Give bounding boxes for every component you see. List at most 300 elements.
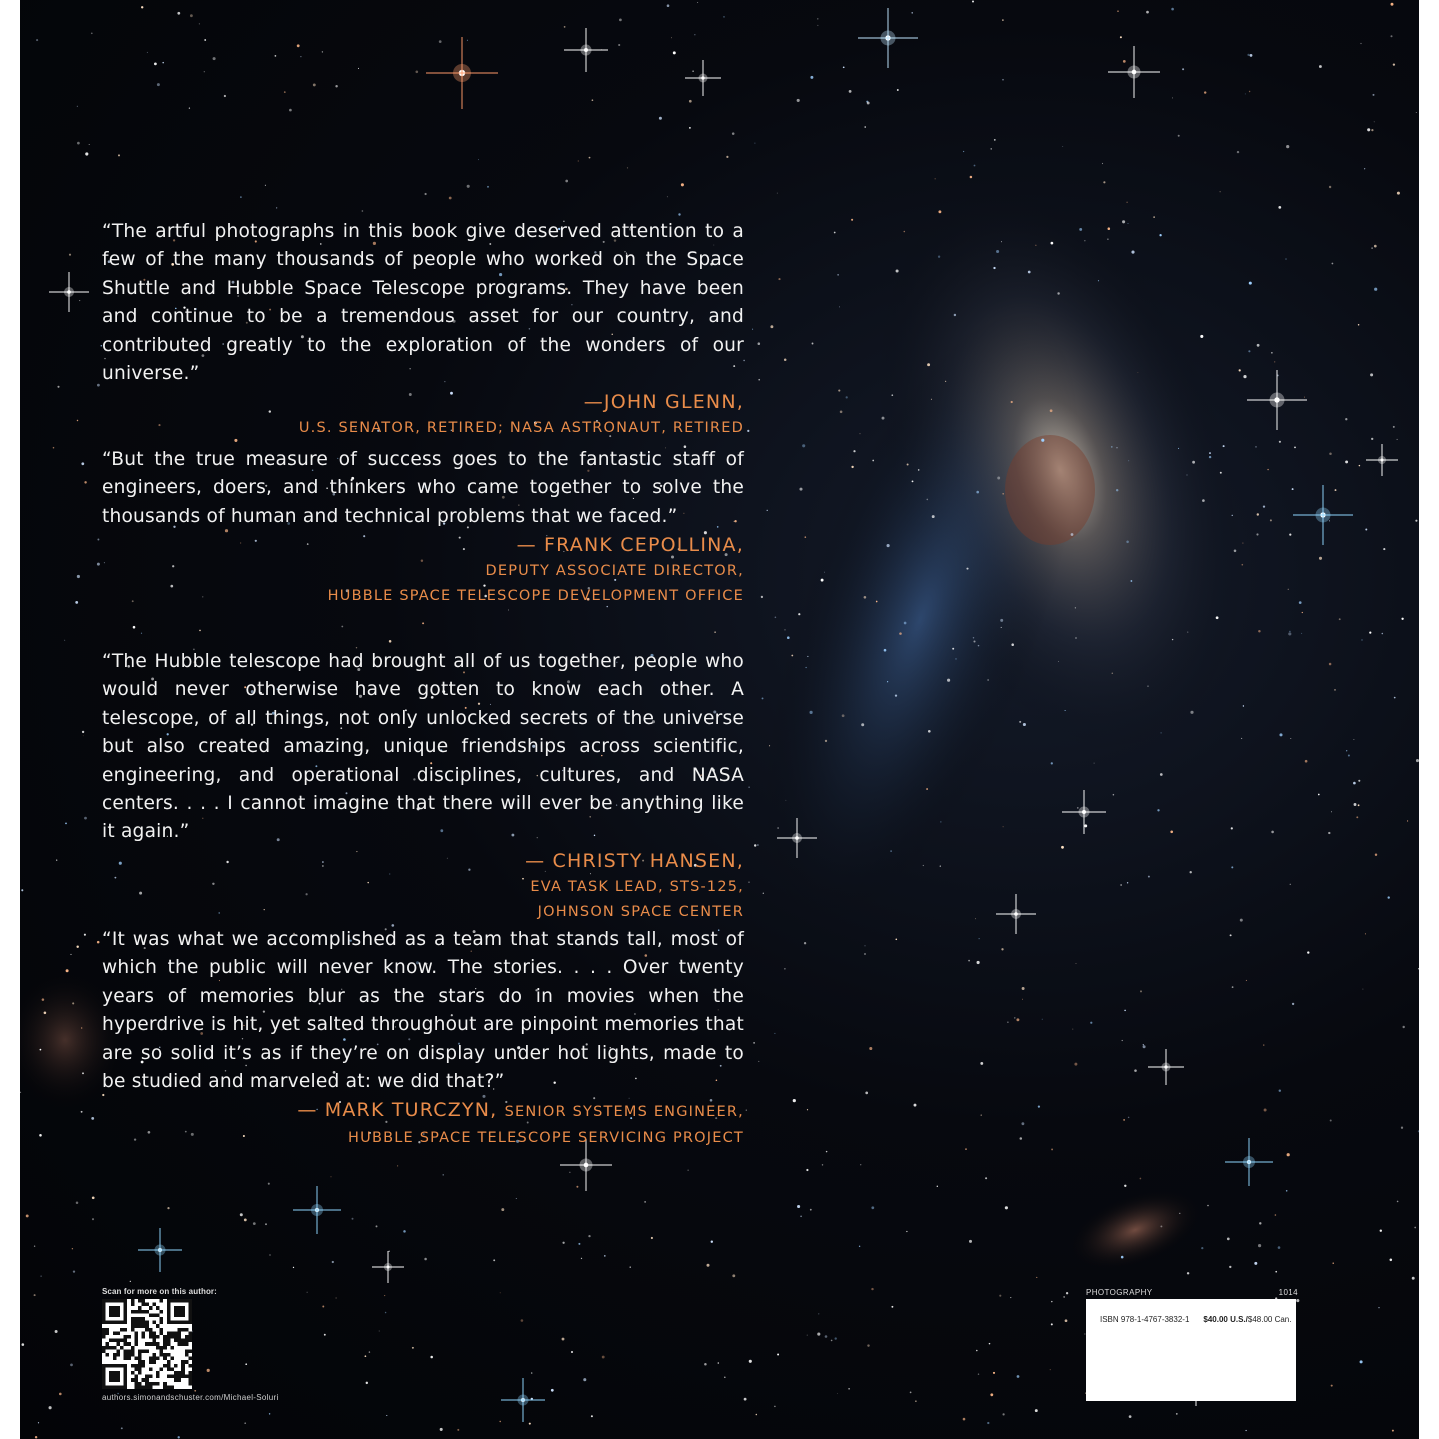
star-dot <box>748 787 749 788</box>
star-dot <box>1160 1225 1162 1227</box>
star-dot <box>644 1201 646 1203</box>
star-dot <box>940 865 941 866</box>
quote-attribution <box>102 531 744 609</box>
star-dot <box>97 539 99 541</box>
star-dot <box>352 1218 354 1220</box>
star-dot <box>1038 1105 1040 1107</box>
star-dot <box>1328 832 1330 834</box>
star-dot <box>931 399 932 400</box>
star-dot <box>864 126 866 128</box>
star-dot <box>767 510 768 511</box>
star-dot <box>1176 1413 1178 1415</box>
attribution-role: HUBBLE SPACE TELESCOPE DEVELOPMENT OFFICE <box>327 588 744 605</box>
star-dot <box>531 1372 533 1374</box>
star-dot <box>1063 1296 1064 1297</box>
star-dot <box>53 447 55 449</box>
star-dot <box>1318 794 1320 796</box>
quote-attribution <box>102 1096 744 1151</box>
star-dot <box>1330 1119 1332 1121</box>
star-dot <box>774 1033 775 1034</box>
star-dot <box>341 626 343 628</box>
star-dot <box>1023 723 1026 726</box>
star-dot <box>882 417 885 420</box>
star-dot <box>70 1364 73 1367</box>
star-dot <box>884 649 887 652</box>
star-dot <box>121 1427 123 1429</box>
star-dot <box>979 938 980 939</box>
star-dot <box>838 390 840 392</box>
star-dot <box>81 1027 82 1028</box>
star-dot <box>757 844 759 846</box>
star-dot <box>22 1343 25 1346</box>
star-dot <box>907 464 909 466</box>
star-dot <box>1331 811 1332 812</box>
star-dot <box>307 1292 308 1293</box>
star-dot <box>871 1288 873 1290</box>
star-dot <box>1187 475 1188 476</box>
star-dot <box>861 723 864 726</box>
star-dot <box>439 40 442 43</box>
star-dot <box>753 1042 755 1044</box>
star-dot <box>118 154 120 156</box>
bright-star <box>564 28 608 72</box>
bright-star <box>858 8 918 68</box>
bright-star <box>1108 46 1160 98</box>
star-dot <box>761 596 763 598</box>
star-dot <box>397 1165 398 1166</box>
star-dot <box>1022 999 1023 1000</box>
author-url[interactable]: authors.simonandschuster.com/Michael-Soluri <box>102 1393 279 1402</box>
star-dot <box>551 1389 554 1392</box>
star-dot <box>762 697 764 699</box>
star-dot <box>826 1151 827 1152</box>
star-dot <box>784 968 786 970</box>
star-dot <box>689 100 692 103</box>
star-dot <box>1123 60 1126 63</box>
star-dot <box>976 1350 978 1352</box>
star-dot <box>817 18 818 19</box>
star-dot <box>20 1092 21 1093</box>
star-dot <box>1301 633 1302 634</box>
attribution-name: — FRANK CEPOLLINA, <box>516 534 744 557</box>
star-dot <box>994 139 996 141</box>
star-dot <box>926 788 928 790</box>
barcode-header <box>1086 1288 1298 1297</box>
star-dot <box>1305 760 1308 763</box>
star-dot <box>369 1351 370 1352</box>
star-dot <box>1237 151 1239 153</box>
star-dot <box>76 1202 79 1205</box>
star-dot <box>1356 816 1358 818</box>
star-dot <box>1371 438 1373 440</box>
star-dot <box>774 1406 776 1408</box>
star-dot <box>1258 630 1260 632</box>
star-dot <box>1257 344 1260 347</box>
star-dot <box>72 1002 74 1004</box>
star-dot <box>588 1235 590 1237</box>
star-dot <box>1178 135 1180 137</box>
star-dot <box>1072 1029 1073 1030</box>
star-dot <box>1231 827 1233 829</box>
star-dot <box>1271 831 1274 834</box>
star-dot <box>618 44 620 46</box>
star-dot <box>980 1062 983 1065</box>
star-dot <box>1374 288 1377 291</box>
star-dot <box>848 1388 850 1390</box>
star-dot <box>1307 951 1309 953</box>
star-dot <box>1137 372 1138 373</box>
star-dot <box>331 1176 332 1177</box>
star-dot <box>162 62 164 64</box>
star-dot <box>562 1242 564 1244</box>
star-dot <box>1128 460 1129 461</box>
star-dot <box>289 109 292 112</box>
star-dot <box>791 655 793 657</box>
star-dot <box>440 1428 443 1431</box>
star-dot <box>1367 128 1370 131</box>
star-dot <box>268 1183 270 1185</box>
quote-mark-turczyn <box>102 926 744 1151</box>
star-dot <box>754 844 756 846</box>
attribution-name-line <box>102 1096 744 1126</box>
star-dot <box>1146 11 1149 14</box>
star-dot <box>1249 282 1252 285</box>
star-dot <box>1220 191 1221 192</box>
star-dot <box>73 1270 75 1272</box>
star-dot <box>1345 418 1347 420</box>
star-dot <box>1383 548 1385 550</box>
star-dot <box>1290 738 1291 739</box>
star-dot <box>630 1266 631 1267</box>
star-dot <box>763 893 764 894</box>
star-dot <box>265 185 266 186</box>
star-dot <box>97 384 100 387</box>
quote-john-glenn <box>102 218 744 441</box>
star-dot <box>1001 627 1002 628</box>
star-dot <box>1359 465 1360 466</box>
star-dot <box>332 1261 334 1263</box>
star-dot <box>81 1111 83 1113</box>
star-dot <box>322 51 323 52</box>
star-dot <box>1245 1430 1246 1431</box>
star-dot <box>1143 1044 1144 1045</box>
star-dot <box>1353 782 1356 785</box>
star-dot <box>810 1209 812 1211</box>
star-dot <box>923 865 924 866</box>
star-dot <box>804 942 806 944</box>
star-dot <box>895 938 897 940</box>
star-dot <box>564 26 566 28</box>
attribution-role: EVA TASK LEAD, STS-125, <box>530 878 744 895</box>
star-dot <box>799 488 802 491</box>
qr-code-image[interactable] <box>102 1299 192 1389</box>
star-dot <box>1111 446 1113 448</box>
star-dot <box>714 631 716 633</box>
star-dot <box>1179 1213 1180 1214</box>
star-dot <box>724 1376 726 1378</box>
star-dot <box>49 1406 52 1409</box>
star-dot <box>940 821 941 822</box>
star-dot <box>1275 1271 1277 1273</box>
star-dot <box>793 1099 796 1102</box>
star-dot <box>697 2 698 3</box>
star-dot <box>1014 1017 1015 1018</box>
star-dot <box>190 14 193 17</box>
star-dot <box>914 1104 917 1107</box>
star-dot <box>970 176 973 179</box>
star-dot <box>786 800 787 801</box>
star-dot <box>754 143 755 144</box>
star-dot <box>1290 884 1291 885</box>
star-dot <box>1153 216 1154 217</box>
star-dot <box>976 491 979 494</box>
star-dot <box>578 1243 580 1245</box>
star-dot <box>1375 853 1377 855</box>
star-dot <box>77 420 78 421</box>
star-dot <box>904 231 906 233</box>
star-dot <box>300 56 301 57</box>
star-dot <box>1148 876 1150 878</box>
star-dot <box>1016 1018 1019 1021</box>
star-dot <box>269 1413 270 1414</box>
star-dot <box>896 269 899 272</box>
star-dot <box>798 613 800 615</box>
star-dot <box>1249 91 1250 92</box>
star-dot <box>706 1264 709 1267</box>
star-dot <box>1415 520 1417 522</box>
star-dot <box>851 466 853 468</box>
star-dot <box>1011 401 1013 403</box>
star-dot <box>937 1186 938 1187</box>
star-dot <box>1120 36 1122 38</box>
star-dot <box>821 579 824 582</box>
star-dot <box>154 63 157 66</box>
star-dot <box>860 1164 861 1165</box>
star-dot <box>1372 94 1374 96</box>
star-dot <box>1050 409 1053 412</box>
star-dot <box>770 325 773 328</box>
star-dot <box>1020 1137 1023 1140</box>
star-dot <box>1209 456 1211 458</box>
star-dot <box>1159 234 1161 236</box>
star-dot <box>130 1281 131 1282</box>
bright-star <box>293 1186 341 1234</box>
star-dot <box>91 32 93 34</box>
star-dot <box>692 70 693 71</box>
star-dot <box>1051 242 1054 245</box>
star-dot <box>265 1223 267 1225</box>
star-dot <box>1002 19 1003 20</box>
star-dot <box>42 998 45 1001</box>
star-dot <box>778 278 780 280</box>
star-dot <box>189 107 190 108</box>
star-dot <box>1333 1263 1334 1264</box>
star-dot <box>1374 245 1377 248</box>
star-dot <box>837 1393 838 1394</box>
isbn: ISBN 978-1-4767-3832-1 <box>1100 1315 1190 1324</box>
star-dot <box>1339 618 1341 620</box>
star-dot <box>366 1382 368 1384</box>
star-dot <box>651 1237 653 1239</box>
star-dot <box>865 1092 868 1095</box>
star-dot <box>1371 247 1372 248</box>
star-dot <box>1129 1415 1132 1418</box>
bright-star <box>501 1378 545 1422</box>
star-dot <box>843 66 845 68</box>
star-dot <box>199 630 201 632</box>
star-dot <box>516 1198 517 1199</box>
star-dot <box>415 70 418 73</box>
star-dot <box>1388 896 1390 898</box>
star-dot <box>177 12 180 15</box>
star-dot <box>385 1312 387 1314</box>
star-dot <box>1397 439 1398 440</box>
star-dot <box>981 1115 982 1116</box>
qr-code-block <box>102 1287 279 1402</box>
star-dot <box>1079 228 1082 231</box>
star-dot <box>1374 121 1375 122</box>
star-dot <box>69 254 71 256</box>
star-dot <box>1240 919 1243 922</box>
star-dot <box>1335 489 1337 491</box>
star-dot <box>1021 1122 1024 1125</box>
star-dot <box>952 648 954 650</box>
star-dot <box>358 68 359 69</box>
star-dot <box>744 1398 747 1401</box>
star-dot <box>57 386 59 388</box>
star-dot <box>851 219 853 221</box>
star-dot <box>993 1372 995 1374</box>
star-dot <box>985 1177 987 1179</box>
star-dot <box>1000 619 1003 622</box>
bright-star <box>1062 790 1106 834</box>
star-dot <box>1122 1040 1123 1041</box>
star-dot <box>1126 541 1129 544</box>
star-dot <box>365 1355 367 1357</box>
star-dot <box>66 969 69 972</box>
star-dot <box>276 207 277 208</box>
star-dot <box>973 640 975 642</box>
star-dot <box>810 711 813 714</box>
star-dot <box>831 1340 833 1342</box>
star-dot <box>777 193 778 194</box>
star-dot <box>1116 489 1118 491</box>
star-dot <box>1178 448 1179 449</box>
star-dot <box>726 156 728 158</box>
star-dot <box>965 1148 967 1150</box>
star-dot <box>627 167 628 168</box>
star-dot <box>141 6 143 8</box>
quote-christy-hansen <box>102 648 744 925</box>
star-dot <box>1358 324 1360 326</box>
star-dot <box>865 945 866 946</box>
star-dot <box>443 1174 444 1175</box>
star-dot <box>842 714 845 717</box>
star-dot <box>1005 1206 1008 1209</box>
star-dot <box>499 1421 500 1422</box>
star-dot <box>1192 461 1195 464</box>
star-dot <box>787 636 790 639</box>
star-dot <box>867 102 870 105</box>
star-dot <box>910 1392 912 1394</box>
star-dot <box>224 95 226 97</box>
star-dot <box>56 860 57 861</box>
star-dot <box>1380 1230 1382 1232</box>
category-code: 1014 <box>1278 1288 1298 1297</box>
star-dot <box>872 460 874 462</box>
star-dot <box>362 210 364 212</box>
star-dot <box>1256 533 1258 535</box>
star-dot <box>777 827 779 829</box>
star-dot <box>1292 1003 1294 1005</box>
quote-attribution <box>102 847 744 925</box>
star-dot <box>59 1393 62 1396</box>
star-dot <box>671 37 672 38</box>
star-dot <box>82 731 84 733</box>
star-dot <box>1098 280 1099 281</box>
price-can: $48.00 Can. <box>1247 1315 1292 1324</box>
star-dot <box>991 148 992 149</box>
star-dot <box>918 469 920 471</box>
star-dot <box>853 450 855 452</box>
star-dot <box>777 1354 779 1356</box>
attribution-role: JOHNSON SPACE CENTER <box>537 903 744 920</box>
star-dot <box>912 480 914 482</box>
star-dot <box>1250 54 1253 57</box>
star-dot <box>583 1378 586 1381</box>
star-dot <box>859 1246 860 1247</box>
star-dot <box>825 1335 828 1338</box>
star-dot <box>1108 227 1111 230</box>
star-dot <box>1057 292 1059 294</box>
star-dot <box>1190 711 1193 714</box>
star-dot <box>1042 1019 1043 1020</box>
quote-text: “The Hubble telescope had brought all of us together, people who would never otherwise have gotten to know each other. A telescope, of all things, not only unlocked secrets of the universe but also created amazing, unique friendships across scientific, engineering, and operational disciplines, cultures, and NASA centers. . . . I cannot imagine that there will ever be anything like it again.” <box>102 651 744 843</box>
qr-label: Scan for more on this author: <box>102 1287 217 1296</box>
star-dot <box>1418 1130 1419 1132</box>
star-dot <box>1126 202 1127 203</box>
star-dot <box>1157 809 1159 811</box>
star-dot <box>758 379 760 381</box>
star-dot <box>758 342 761 345</box>
star-dot <box>927 363 930 366</box>
star-dot <box>996 250 999 253</box>
star-dot <box>1187 632 1188 633</box>
star-dot <box>1113 794 1115 796</box>
star-dot <box>1329 453 1332 456</box>
star-dot <box>478 159 479 160</box>
star-dot <box>589 157 591 159</box>
star-dot <box>1051 762 1053 764</box>
star-dot <box>935 178 936 179</box>
star-dot <box>244 1219 247 1222</box>
star-dot <box>938 210 941 213</box>
star-dot <box>602 1356 605 1359</box>
star-dot <box>1216 616 1219 619</box>
star-dot <box>1401 1127 1403 1129</box>
star-dot <box>1364 168 1365 169</box>
star-dot <box>1248 350 1250 352</box>
star-dot <box>1051 1301 1052 1302</box>
star-dot <box>822 1164 823 1165</box>
quote-text: “It was what we accomplished as a team that stands tall, most of which the public will never know. The stories. . . . Over twenty years of memories blur as the stars do in movies when the hyperdrive is hit, yet salted throughout are pinpoint memories that are so solid it’s as if they’re on display under hot lights, made to be studied and marveled at: we did that?” <box>102 929 744 1093</box>
star-dot <box>1229 1266 1231 1268</box>
star-dot <box>297 44 300 47</box>
star-dot <box>1319 65 1322 68</box>
star-dot <box>569 1172 570 1173</box>
star-dot <box>723 16 724 17</box>
star-dot <box>1414 1227 1416 1229</box>
